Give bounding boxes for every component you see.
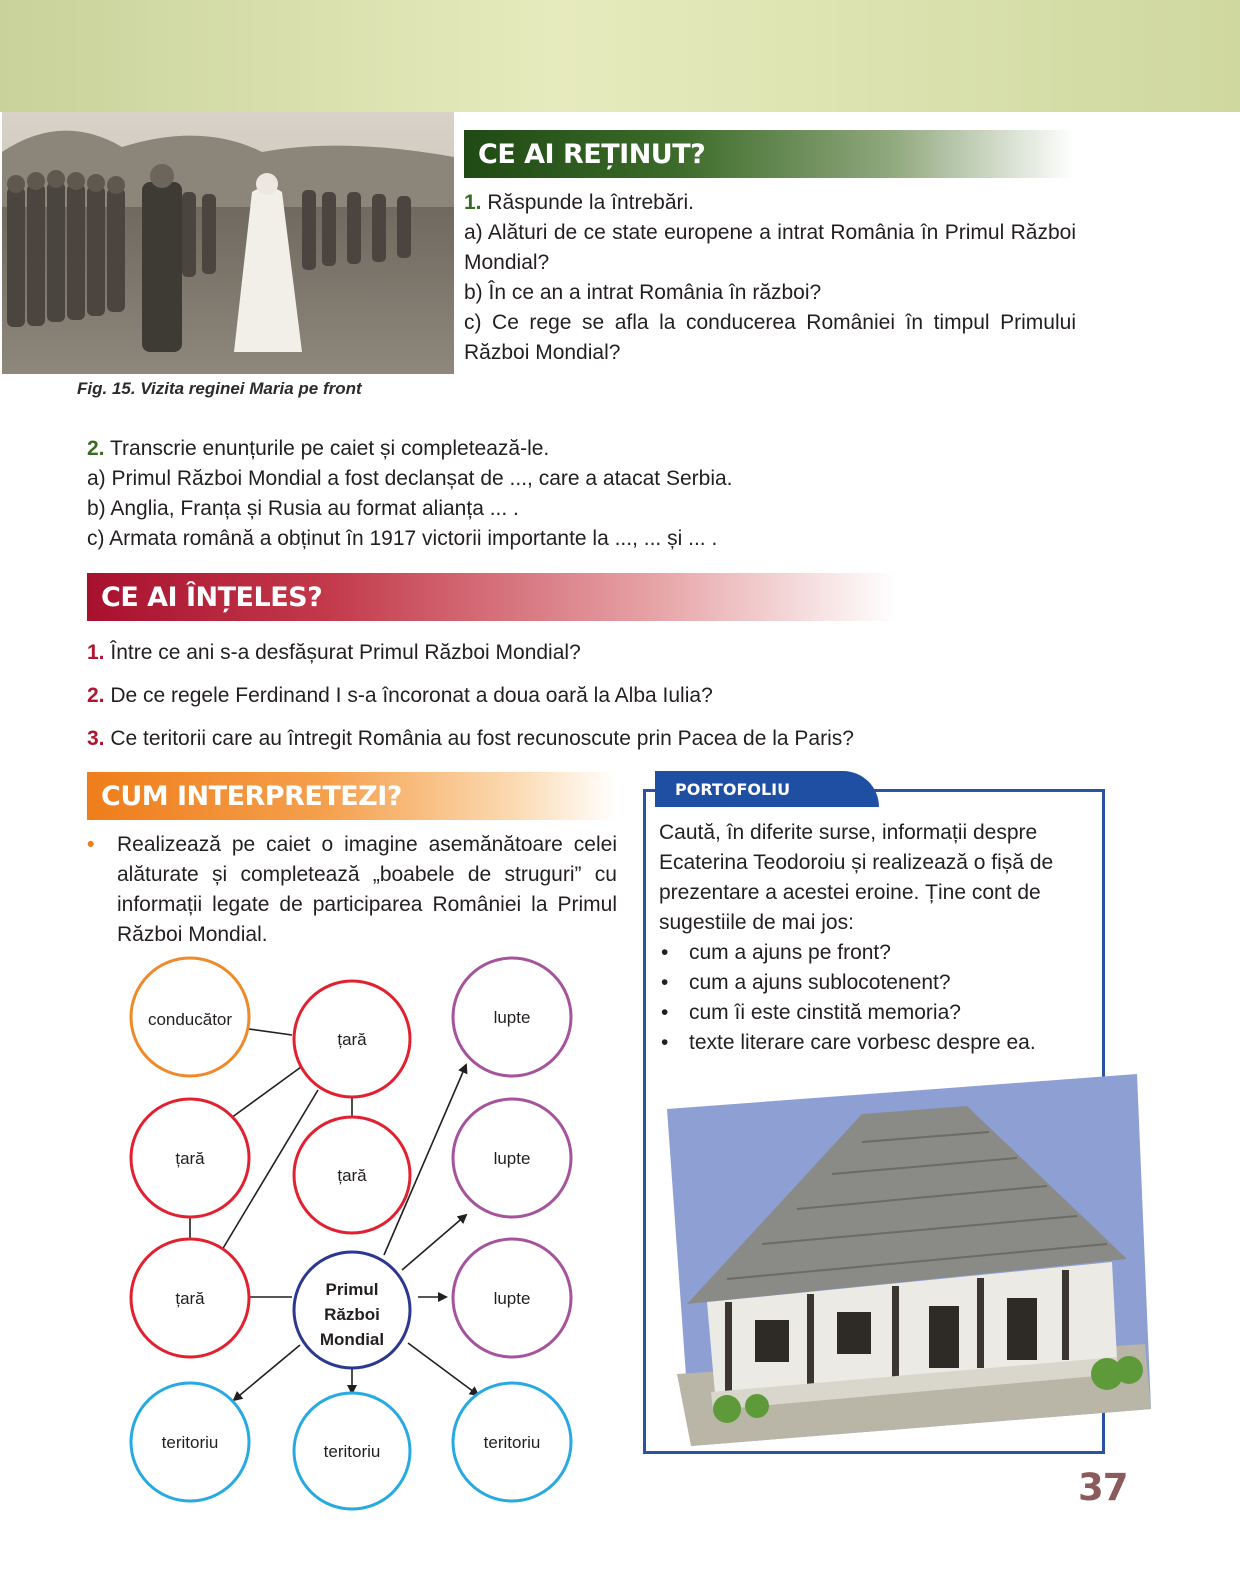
- grape-diagram: [120, 955, 590, 1515]
- top-color-band: [0, 0, 1240, 112]
- inteles-question: [87, 631, 987, 674]
- photo-memorial-house: [667, 1074, 1151, 1446]
- node-label-center-line: Război: [324, 1305, 380, 1324]
- node-label-teritoriu: teritoriu: [323, 1442, 381, 1461]
- node-label-conducator: conducător: [147, 1010, 233, 1029]
- connector-arrow: [234, 1345, 300, 1400]
- portofoliu-text: Caută, în diferite surse, informații despre Ecaterina Teodoroiu și realizează o fișă de prezentare a acestei eroine. Ține cont de sugestiile de mai jos:: [659, 821, 1054, 934]
- question-2-text: Transcrie enunțurile pe caiet și completează-le.: [109, 437, 550, 460]
- question-2-block: [87, 434, 887, 554]
- photo-queen-marie-front: [2, 112, 454, 374]
- question-2a: a) Primul Război Mondial a fost declanșat de ..., care a atacat Serbia.: [87, 467, 733, 490]
- node-label-teritoriu: teritoriu: [483, 1433, 541, 1452]
- portofoliu-tab: PORTOFOLIU: [655, 771, 879, 807]
- inteles-question: [87, 717, 987, 760]
- portofoliu-list-item: • cum a ajuns sublocotenent?: [689, 968, 1079, 998]
- inteles-question-number: 2.: [87, 684, 105, 707]
- inteles-question-text: De ce regele Ferdinand I s-a încoronat a doua oară la Alba Iulia?: [110, 684, 713, 707]
- inteles-question: [87, 674, 987, 717]
- inteles-question-text: Ce teritorii care au întregit România au fost recunoscute prin Pacea de la Paris?: [110, 727, 854, 750]
- photo-queen-marie-front-drawing: [2, 112, 454, 374]
- question-2-number: 2.: [87, 437, 105, 460]
- node-label-center-line: Mondial: [319, 1330, 385, 1349]
- node-label-lupte: lupte: [493, 1149, 531, 1168]
- question-1-text: Răspunde la întrebări.: [487, 191, 694, 214]
- interpretezi-bullet: [87, 830, 617, 950]
- portofoliu-list: [659, 938, 1079, 1058]
- node-label-teritoriu: teritoriu: [161, 1433, 219, 1452]
- node-label-tara: țară: [337, 1166, 367, 1185]
- portofoliu-list-item: • cum a ajuns pe front?: [689, 938, 1079, 968]
- question-1-number: 1.: [464, 191, 482, 214]
- bullet-dot-icon: •: [87, 833, 95, 856]
- node-label-center-line: Primul: [325, 1280, 379, 1299]
- question-2c: c) Armata română a obținut în 1917 victorii importante la ..., ... și ... .: [87, 527, 718, 550]
- interpretezi-text: Realizează pe caiet o imagine asemănătoare celei alăturate și completează „boabele de struguri” cu informații legate de participarea României la Primul Război Mondial.: [117, 833, 617, 946]
- inteles-question-number: 3.: [87, 727, 105, 750]
- question-2-heading: [87, 434, 887, 464]
- node-label-tara: țară: [175, 1289, 205, 1308]
- photo-memorial-house-drawing: [667, 1074, 1151, 1446]
- node-label-lupte: lupte: [493, 1289, 531, 1308]
- question-1b: b) În ce an a intrat România în război?: [464, 281, 822, 304]
- connector-arrow: [408, 1343, 478, 1395]
- banner-ce-ai-retinut: CE AI REȚINUT?: [464, 130, 1074, 178]
- portofoliu-list-item: • cum îi este cinstită memoria?: [689, 998, 1079, 1028]
- inteles-question-text: Între ce ani s-a desfășurat Primul Război Mondial?: [110, 641, 581, 664]
- question-1c: c) Ce rege se afla la conducerea României în timpul Primului Război Mondial?: [464, 311, 1076, 364]
- banner-cum-interpretezi: CUM INTERPRETEZI?: [87, 772, 617, 820]
- node-label-tara: țară: [175, 1149, 205, 1168]
- connector-arrow: [402, 1215, 466, 1270]
- portofoliu-text-block: [659, 818, 1079, 1058]
- portofoliu-list-item: • texte literare care vorbesc despre ea.: [689, 1028, 1079, 1058]
- page-number: 37: [1078, 1466, 1128, 1509]
- question-2b: b) Anglia, Franța și Rusia au format alianța ... .: [87, 497, 519, 520]
- inteles-question-number: 1.: [87, 641, 105, 664]
- question-1-heading: [464, 188, 1076, 218]
- connector-line: [249, 1029, 292, 1035]
- node-label-lupte: lupte: [493, 1008, 531, 1027]
- connector-line: [231, 1067, 301, 1118]
- banner-ce-ai-inteles: CE AI ÎNȚELES?: [87, 573, 897, 621]
- node-label-tara: țară: [337, 1030, 367, 1049]
- question-1-block: [464, 188, 1076, 368]
- question-1a: a) Alături de ce state europene a intrat România în Primul Război Mondial?: [464, 221, 1076, 274]
- inteles-questions: [87, 631, 987, 760]
- figure-caption: Fig. 15. Vizita reginei Maria pe front: [77, 379, 362, 398]
